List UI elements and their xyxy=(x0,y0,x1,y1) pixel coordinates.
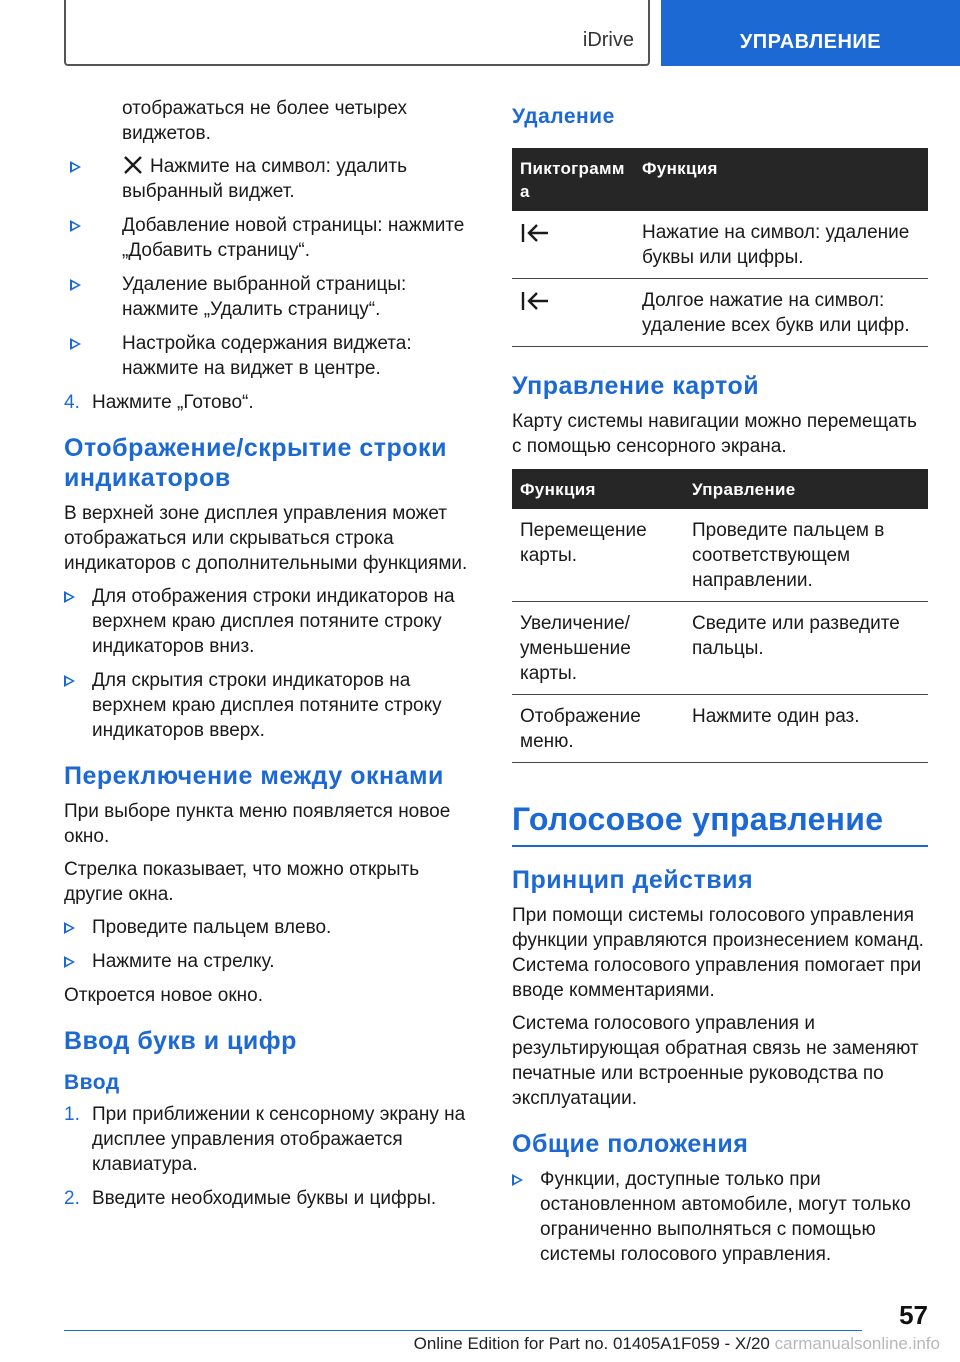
paragraph-switch-2: Стрелка показывает, что можно открыть другие окна. xyxy=(64,859,420,905)
edition-text: Online Edition for Part no. 01405A1F059 - X/20 xyxy=(413,1334,770,1353)
sub-bullet-text: Добавление новой страницы: нажмите „Добавить страницу“. xyxy=(122,215,465,261)
page-number: 57 xyxy=(899,1300,928,1330)
triangle-bullet-icon xyxy=(70,161,81,173)
step-number: 4. xyxy=(64,392,80,413)
right-column xyxy=(512,96,928,1276)
triangle-bullet-icon xyxy=(64,922,75,934)
bullet-item xyxy=(64,584,476,659)
table-cell: Увеличение/ уменьшение карты. xyxy=(512,602,684,695)
heading-principle: Принцип действия xyxy=(512,866,754,894)
header-frame xyxy=(64,0,650,66)
map-table xyxy=(512,469,928,763)
delete-table xyxy=(512,148,928,347)
table-row xyxy=(512,509,928,602)
table-cell: Нажатие на символ: удаление буквы или цифры. xyxy=(634,211,928,279)
triangle-bullet-icon xyxy=(70,279,81,291)
paragraph-principle-1: При помощи системы голосового управления функции управляются произнесением команд. Система голосового управления помогает при вводе комментариями. xyxy=(512,905,924,1001)
sub-bullet-text: Нажмите на символ: удалить выбранный виджет. xyxy=(122,156,408,202)
close-icon xyxy=(122,156,144,174)
bullet-text: Проведите пальцем влево. xyxy=(92,917,332,938)
paragraph-status-bar: В верхней зоне дисплея управления может отображаться или скрываться строка индикаторов с дополнительными функциями. xyxy=(64,503,468,574)
triangle-bullet-icon xyxy=(64,675,75,687)
footer-edition xyxy=(414,1334,940,1354)
sub-bullet xyxy=(64,331,476,381)
table-cell: Отображение меню. xyxy=(512,695,684,763)
table-header-row xyxy=(512,148,928,211)
section-tab xyxy=(661,0,960,66)
paragraph-principle-2: Система голосового управления и результирующая обратная связь не заменяют печатные или встроенные руководства по эксплуатации. xyxy=(512,1013,919,1109)
heading-input: Ввод букв и цифр xyxy=(64,1027,297,1055)
heading-voice-control: Голосовое управление xyxy=(512,799,928,847)
sub-bullet xyxy=(64,154,476,204)
bullet-item xyxy=(64,915,476,940)
heading-delete: Удаление xyxy=(512,105,615,128)
bullet-text: Для скрытия строки индикаторов на верхнем краю дисплея потяните строку индикаторов вверх. xyxy=(92,670,442,741)
table-cell: Сведите или разведите пальцы. xyxy=(684,602,928,695)
table-cell-icon xyxy=(512,279,634,347)
numbered-step xyxy=(64,1186,476,1211)
section-tab-label: УПРАВЛЕНИЕ xyxy=(739,31,882,53)
table-row xyxy=(512,602,928,695)
table-header-cell: Управление xyxy=(684,469,928,509)
heading-map: Управление картой xyxy=(512,372,760,400)
table-row xyxy=(512,695,928,763)
paragraph-switch-1: При выборе пункта меню появляется новое окно. xyxy=(64,801,451,847)
table-row xyxy=(512,211,928,279)
table-header-cell: Функция xyxy=(512,469,684,509)
backspace-icon xyxy=(520,288,550,314)
table-header-cell: Пиктограмма xyxy=(512,148,634,211)
table-cell: Перемещение карты. xyxy=(512,509,684,602)
sub-bullet-text: Удаление выбранной страницы: нажмите „Удалить страницу“. xyxy=(122,274,407,320)
triangle-bullet-icon xyxy=(70,338,81,350)
sub-bullet xyxy=(64,213,476,263)
subheading-input: Ввод xyxy=(64,1071,120,1094)
step-text: При приближении к сенсорному экрану на дисплее управления отображается клавиатура. xyxy=(92,1104,466,1175)
sub-bullet-text: Настройка содержания виджета: нажмите на виджет в центре. xyxy=(122,333,412,379)
table-header-cell: Функция xyxy=(634,148,928,211)
triangle-bullet-icon xyxy=(512,1174,523,1186)
step-number: 2. xyxy=(64,1188,80,1209)
triangle-bullet-icon xyxy=(64,591,75,603)
numbered-step xyxy=(64,390,476,415)
paragraph-continued: отображаться не более четырех виджетов. xyxy=(122,98,408,144)
table-cell: Нажмите один раз. xyxy=(684,695,928,763)
sub-bullet xyxy=(64,272,476,322)
table-header-row xyxy=(512,469,928,509)
step-text: Введите необходимые буквы и цифры. xyxy=(92,1188,437,1209)
paragraph-switch-3: Откроется новое окно. xyxy=(64,985,263,1006)
table-cell: Долгое нажатие на символ: удаление всех букв или цифр. xyxy=(634,279,928,347)
watermark-text: carmanualsonline.info xyxy=(774,1334,940,1353)
table-row xyxy=(512,279,928,347)
heading-switch-windows: Переключение между окнами xyxy=(64,762,444,790)
header-crumb: iDrive xyxy=(582,29,634,51)
numbered-step xyxy=(64,1102,476,1177)
heading-general: Общие положения xyxy=(512,1130,749,1158)
bullet-text: Функции, доступные только при остановленном автомобиле, могут только ограниченно выполняться с помощью системы голосового управления. xyxy=(540,1169,911,1265)
step-number: 1. xyxy=(64,1104,80,1125)
triangle-bullet-icon xyxy=(70,220,81,232)
paragraph-map: Карту системы навигации можно перемещать с помощью сенсорного экрана. xyxy=(512,411,917,457)
bullet-text: Нажмите на стрелку. xyxy=(92,951,275,972)
footer-rule xyxy=(64,1330,862,1331)
triangle-bullet-icon xyxy=(64,956,75,968)
table-cell: Проведите пальцем в соответствующем направлении. xyxy=(684,509,928,602)
bullet-text: Для отображения строки индикаторов на верхнем краю дисплея потяните строку индикаторов вниз. xyxy=(92,586,455,657)
bullet-item xyxy=(512,1167,928,1267)
left-column xyxy=(64,96,476,1220)
bullet-item xyxy=(64,668,476,743)
heading-status-bar: Отображение/скрытие строки индикаторов xyxy=(64,434,447,492)
step-text: Нажмите „Готово“. xyxy=(92,392,254,413)
backspace-icon xyxy=(520,220,550,246)
table-cell-icon xyxy=(512,211,634,279)
bullet-item xyxy=(64,949,476,974)
